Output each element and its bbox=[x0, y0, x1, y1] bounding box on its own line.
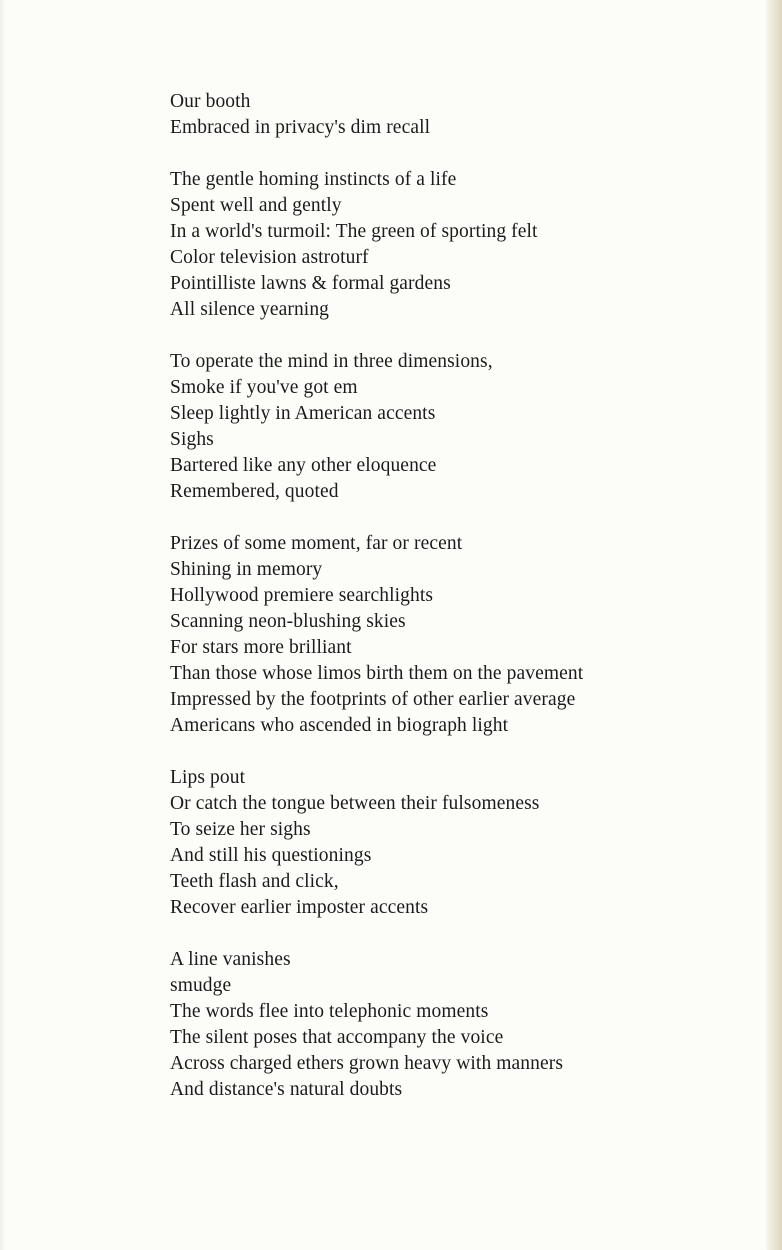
poem-line: To seize her sighs bbox=[170, 819, 311, 840]
poem-line: Embraced in privacy's dim recall bbox=[170, 117, 431, 138]
poem-line: All silence yearning bbox=[170, 299, 330, 320]
poem-line: The silent poses that accompany the voice bbox=[170, 1027, 504, 1048]
poem-line: Prizes of some moment, far or recent bbox=[170, 533, 463, 554]
poem-line: Bartered like any other eloquence bbox=[170, 455, 437, 476]
poem-line: Spent well and gently bbox=[170, 195, 342, 216]
poem-line: Our booth bbox=[170, 91, 251, 112]
poem-line: A line vanishes bbox=[170, 949, 291, 970]
poem-line: And distance's natural doubts bbox=[170, 1079, 403, 1100]
poem-line: In a world's turmoil: The green of sporting felt bbox=[170, 221, 538, 242]
poem-line: For stars more brilliant bbox=[170, 637, 352, 658]
stanza-2 bbox=[170, 167, 750, 323]
poem-line: Remembered, quoted bbox=[170, 481, 339, 502]
poem-line: Lips pout bbox=[170, 767, 246, 788]
poem-line: Sighs bbox=[170, 429, 214, 450]
stanza-1 bbox=[170, 89, 750, 141]
poem-line: Smoke if you've got em bbox=[170, 377, 358, 398]
stanza-5 bbox=[170, 765, 750, 921]
poem-line: Recover earlier imposter accents bbox=[170, 897, 429, 918]
poem-line: Color television astroturf bbox=[170, 247, 369, 268]
poem-line: To operate the mind in three dimensions, bbox=[170, 351, 493, 372]
poem-line: The gentle homing instincts of a life bbox=[170, 169, 457, 190]
poem-line: Across charged ethers grown heavy with manners bbox=[170, 1053, 564, 1074]
poem-line: Hollywood premiere searchlights bbox=[170, 585, 434, 606]
poem-line: Scanning neon-blushing skies bbox=[170, 611, 406, 632]
poem-line: Or catch the tongue between their fulsomeness bbox=[170, 793, 540, 814]
page-left-shadow bbox=[0, 0, 6, 1250]
stanza-3 bbox=[170, 349, 750, 505]
poem-line: Impressed by the footprints of other earlier average bbox=[170, 689, 576, 710]
poem-line: smudge bbox=[170, 975, 232, 996]
stanza-4 bbox=[170, 531, 750, 739]
poem-body bbox=[170, 89, 750, 1129]
poem-line: The words flee into telephonic moments bbox=[170, 1001, 489, 1022]
poem-line: Than those whose limos birth them on the pavement bbox=[170, 663, 584, 684]
poem-line: Sleep lightly in American accents bbox=[170, 403, 436, 424]
poem-line: And still his questionings bbox=[170, 845, 372, 866]
poem-line: Teeth flash and click, bbox=[170, 871, 339, 892]
poem-line: Shining in memory bbox=[170, 559, 323, 580]
page-edge bbox=[766, 0, 782, 1250]
stanza-6 bbox=[170, 947, 750, 1103]
poem-line: Americans who ascended in biograph light bbox=[170, 715, 509, 736]
poem-line: Pointilliste lawns & formal gardens bbox=[170, 273, 451, 294]
